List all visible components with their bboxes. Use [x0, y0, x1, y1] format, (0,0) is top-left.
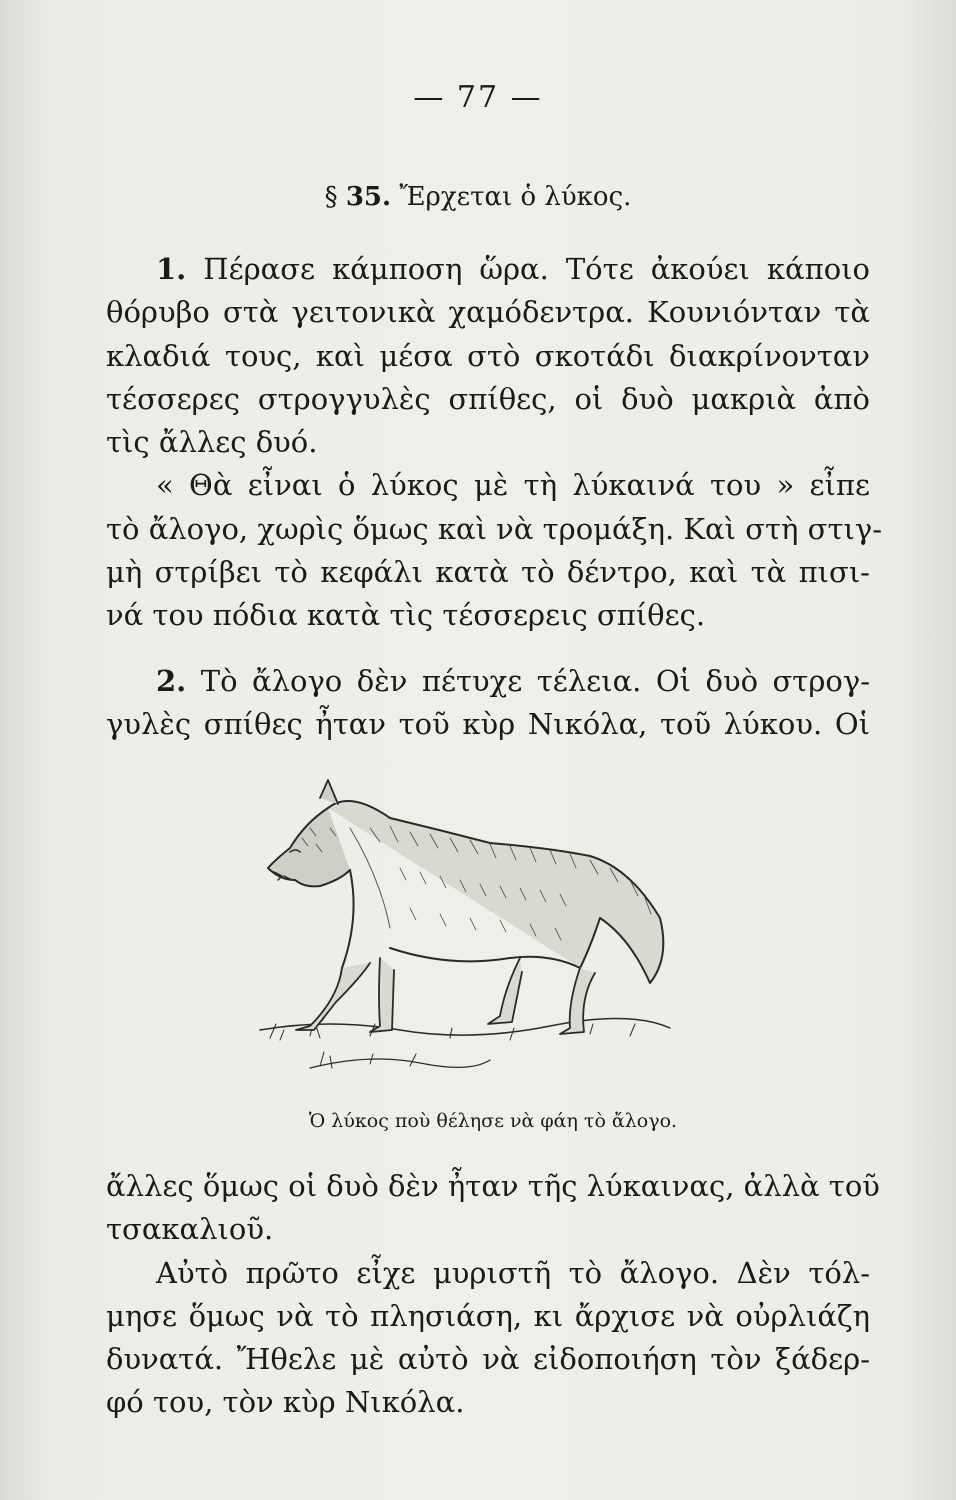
text-line: « Θὰ εἶναι ὁ λύκος μὲ τὴ λύκαινά του » εἶπε: [156, 468, 870, 503]
text-line: μὴ στρίβει τὸ κεφάλι κατὰ τὸ δέντρο, καὶ τὰ πισι-: [106, 555, 870, 590]
section-number: 35.: [345, 182, 392, 212]
text-line: κλαδιά τους, καὶ μέσα στὸ σκοτάδι διακρίνονταν: [106, 338, 870, 373]
illustration-caption: Ὁ λύκος ποὺ θέλησε νὰ φάη τὸ ἄλογο.: [308, 1110, 678, 1132]
section-title: Ἔρχεται ὁ λύκος.: [399, 182, 632, 212]
text-line: Αὐτὸ πρῶτο εἶχε μυριστῆ τὸ ἄλογο. Δὲν τόλ-: [156, 1255, 870, 1290]
text-line: 1. Πέρασε κάμποση ὥρα. Τότε ἀκούει κάποιο: [156, 252, 870, 286]
wolf-illustration: [250, 768, 680, 1098]
paragraph-number: 1.: [156, 252, 187, 286]
section-marker: §: [324, 182, 338, 212]
text-line: ἄλλες ὅμως οἱ δυὸ δὲν ἦταν τῆς λύκαινας, ἀλλὰ τοῦ: [106, 1169, 880, 1203]
text-line: 2. Τὸ ἄλογο δὲν πέτυχε τέλεια. Οἱ δυὸ στρογ-: [156, 664, 870, 698]
paragraph-1: [106, 248, 882, 638]
text-line: τὸ ἄλογο, χωρὶς ὅμως καὶ νὰ τρομάξη. Καὶ στὴ στιγ-: [106, 511, 882, 546]
text-line: τέσσερες στρογγυλὲς σπίθες, οἱ δυὸ μακριὰ ἀπὸ: [106, 381, 870, 416]
paragraph-2: [106, 660, 870, 747]
text-line: μησε ὅμως νὰ τὸ πλησιάση, κι ἄρχισε νὰ οὐρλιάζη: [106, 1298, 870, 1333]
text-line: τὶς ἄλλες δυό.: [106, 425, 318, 460]
text-line: γυλὲς σπίθες ἦταν τοῦ κὺρ Νικόλα, τοῦ λύκου. Οἱ: [106, 707, 870, 742]
text-line: νά του πόδια κατὰ τὶς τέσσερεις σπίθες.: [106, 598, 706, 633]
paragraph-2-continued: [106, 1165, 880, 1425]
text-line: φό του, τὸν κὺρ Νικόλα.: [106, 1385, 465, 1420]
page-number: — 77 —: [413, 80, 543, 115]
section-heading: [0, 182, 956, 212]
paragraph-number: 2.: [156, 664, 187, 698]
text-line: δυνατά. Ἤθελε μὲ αὐτὸ νὰ εἰδοποιήση τὸν ξάδερ-: [106, 1342, 870, 1377]
text-line: θόρυβο στὰ γειτονικὰ χαμόδεντρα. Κουνιόνταν τὰ: [106, 295, 870, 330]
text-line: τσακαλιοῦ.: [106, 1212, 274, 1247]
